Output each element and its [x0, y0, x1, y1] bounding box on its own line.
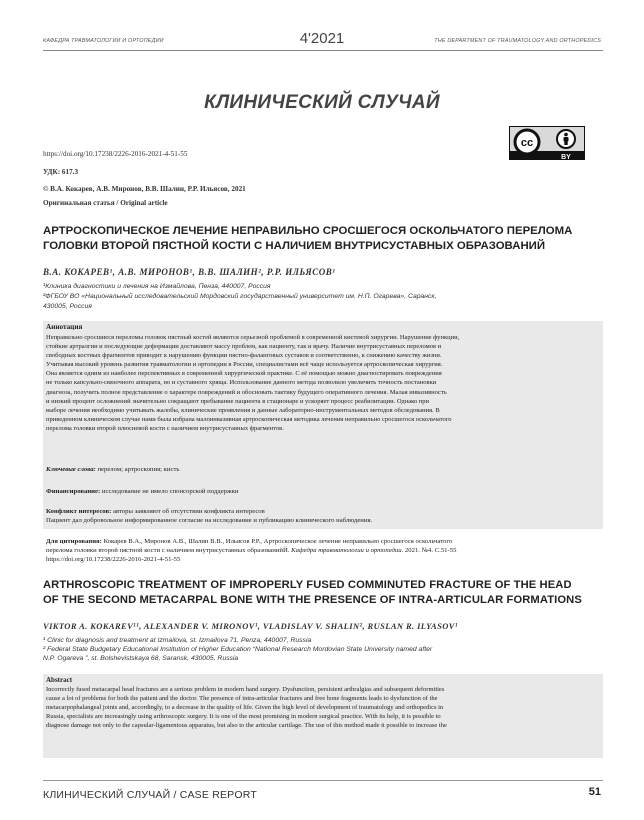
title-en-line-1: ARTHROSCOPIC TREATMENT OF IMPROPERLY FUSED COMMINUTED FRACTURE OF THE HEAD: [43, 579, 572, 591]
affiliation-ru-2a: ²ФГБОУ ВО «Национальный исследовательский Мордовский государственный университет им. Н.П. Огарева», Саранск,: [43, 293, 437, 300]
conflict-label: Конфликт интересов:: [46, 508, 112, 515]
abstract-ru-line: и низкий процент осложнений значительно сокращают пребывание пациента в стационаре и ускоряет процесс реабилитации. Однако при: [46, 397, 430, 405]
abstract-ru-line: свободных костных фрагментов приводит к нарушению функции пястно-фаланговых суставов и соответственно, к снижению качеству жизни.: [46, 352, 442, 360]
affiliation-ru-1: ¹Клиника диагностики и лечения на Измайлова, Пенза, 440007, Россия: [43, 283, 271, 290]
keywords-label: Ключевые слова:: [46, 466, 96, 473]
citation-text-2: перелома головки второй пястной кости с наличием внутрисуставных образованийЙ.: [46, 547, 292, 555]
conflict-value: авторы заявляют об отсутствии конфликта интересов: [111, 508, 265, 515]
section-title: КЛИНИЧЕСКИЙ СЛУЧАЙ: [204, 92, 440, 113]
funding-label: Финансирование:: [46, 488, 101, 495]
authors-en: VIKTOR A. KOKAREV¹¹, ALEXANDER V. MIRONOV¹, VLADISLAV V. SHALIN², RUSLAN R. ILYASOV¹: [43, 621, 458, 631]
conflict-ru: [46, 508, 265, 515]
authors-ru: В.А. КОКАРЕВ¹, А.В. МИРОНОВ¹, В.В. ШАЛИН², Р.Р. ИЛЬЯСОВ¹: [43, 267, 336, 277]
header-divider: [43, 50, 603, 51]
abstract-ru-line: диагноза, получить полное представление о характере повреждений и обосновать тактику будущего оперативного лечения. Малая инвазивность: [46, 388, 447, 396]
running-header-right: THE DEPARTMENT OF TRAUMATOLOGY AND ORTHOPEDICS: [434, 38, 601, 44]
cc-mark: cc: [520, 137, 534, 149]
keywords-ru: [46, 466, 179, 473]
citation-line-2: [46, 546, 602, 555]
abstract-en-heading: Abstract: [46, 676, 73, 684]
keywords-value: перелом; артроскопия; кисть: [95, 466, 180, 473]
citation-text-3: 2021. №4. С.51-55: [403, 547, 457, 555]
issue-number: 4'2021: [299, 30, 345, 47]
abstract-ru-line: стойкие артралгии и последующие деформации доставляют массу проблем, как пациенту, так и врачу. Наличие внутрисуставных переломов и: [46, 343, 442, 351]
abstract-en-line: cause a lot of problems for both the patient and the doctor. The presence of intra-articular fractures and free bone fragments leads to dysfunction of the: [46, 695, 438, 703]
title-ru-line-1: АРТРОСКОПИЧЕСКОЕ ЛЕЧЕНИЕ НЕПРАВИЛЬНО СРОСШЕГОСЯ ОСКОЛЬЧАТОГО ПЕРЕЛОМА: [43, 225, 573, 237]
udk-code: УДК: 617.3: [43, 168, 79, 176]
attribution-person-icon: [557, 130, 575, 148]
abstract-ru-heading: Аннотация: [46, 323, 83, 331]
citation-block: [46, 537, 602, 565]
abstract-ru-line: Она является одним из наиболее перспективных в современной хирургической практике. С её помощью можно диагностировать повреждения: [46, 370, 442, 378]
cc-by-license-badge[interactable]: [509, 126, 585, 160]
article-title-en: [43, 578, 605, 607]
abstract-ru-line: не только капсульно-связочного аппарата, но и суставного хряща. Использование данного метода позволило увеличить точность постановки: [46, 379, 437, 387]
citation-text-1: Кокарев В.А., Миронов А.В., Шалин В.В., Ильясов Р.Р., Артроскопическое лечение неправильно сросшегося оскольчатого: [101, 538, 453, 545]
funding-ru: [46, 488, 238, 495]
footer-divider: [43, 780, 603, 781]
citation-label: Для цитирования:: [46, 538, 102, 545]
title-ru-line-2: ГОЛОВКИ ВТОРОЙ ПЯСТНОЙ КОСТИ С НАЛИЧИЕМ ВНУТРИСУСТАВНЫХ ОБРАЗОВАНИЙ: [43, 239, 546, 252]
by-label: BY: [561, 154, 571, 160]
citation-line-1: [46, 537, 602, 546]
page-number: 51: [588, 786, 601, 798]
funding-value: исследование не имело спонсорской поддержки: [100, 488, 239, 495]
abstract-en-line: Russia, specialists are increasingly using arthroscopic surgery. It is one of the most promising in modern surgical practice. With its help, it is possible to: [46, 713, 441, 721]
affiliation-ru-2b: 430005, Россия: [43, 303, 92, 310]
affiliation-en-1: ¹ Clinic for diagnosis and treatment at Izmailova, st. Izmailova 71, Penza, 440007, Russia: [43, 637, 312, 644]
abstract-ru-text: [46, 333, 600, 433]
abstract-en-line: metacarpophalangeal joints and, accordingly, to a decrease in the quality of life. Given the high level of development of traumatology and orthopedics in: [46, 704, 444, 712]
affiliation-en-2b: N.P. Ogareva ”, st. Bolshevistskaya 68, Saransk, 430005, Russia: [43, 655, 239, 662]
abstract-ru-line: приведенном клиническом случае нами была избрана малоинвазивная артроскопическая методика лечения неправильно сросшегося оскольчатого: [46, 415, 452, 423]
citation-doi[interactable]: https://doi.org/10.17238/2226-2016-2021-4-51-55: [46, 556, 181, 564]
consent-ru: Пациент дал добровольное информированное согласие на исследование и публикацию клинического наблюдения.: [46, 517, 373, 524]
cc-by-logo: [510, 127, 585, 160]
abstract-en-line: Incorrectly fused metacarpal head fractures are a serious problem in modern hand surgery. Dysfunction, persistent arthralgias and subsequent deformities: [46, 686, 445, 693]
abstract-ru-line: выборе лечения необходимо учитывать жалобы, клинические проявления и данные лабораторно-инструментальных методов обследования. В: [46, 406, 440, 414]
affiliation-en-2a: ² Federal State Budgetary Educational Institution of Higher Education “National Research Mordovian State University named after: [43, 646, 433, 653]
title-en-line-2: OF THE SECOND METACARPAL BONE WITH THE PRESENCE OF INTRA-ARTICULAR FORMATIONS: [43, 593, 582, 606]
abstract-en-line: diagnose damage not only to the capsular-ligamentous apparatus, but also to the articular cartilage. The use of this method made it possible to increase the: [46, 722, 447, 730]
abstract-ru-line: Учитывая высокий уровень развития травматологии и ортопедии в России, специалистами всё чаще используется артроскопическая хирургия.: [46, 361, 443, 369]
article-title-ru: [43, 224, 605, 253]
running-header-left: КАФЕДРА ТРАВМАТОЛОГИИ И ОРТОПЕДИИ: [43, 38, 164, 44]
cc-icon: [515, 130, 539, 154]
footer-section-label: КЛИНИЧЕСКИЙ СЛУЧАЙ / CASE REPORT: [43, 789, 257, 801]
abstract-ru-line: перелома головки второй плюсневой кости с наличием внутрисуставных фрагментов.: [46, 424, 284, 432]
copyright-line: © В.А. Кокарев, А.В. Миронов, В.В. Шалин, Р.Р. Ильясов, 2021: [43, 185, 246, 193]
abstract-en-text: [46, 685, 600, 730]
citation-journal: Кафедра травматологии и ортопедии.: [291, 547, 404, 555]
article-type: Оригинальная статья / Original article: [43, 199, 168, 207]
doi-link[interactable]: https://doi.org/10.17238/2226-2016-2021-4-51-55: [43, 150, 188, 158]
abstract-ru-line: Неправильно сросшиеся переломы головок пястный костей являются серьезной проблемой в современной кистевой хирургии. Нарушение функции,: [46, 334, 460, 341]
